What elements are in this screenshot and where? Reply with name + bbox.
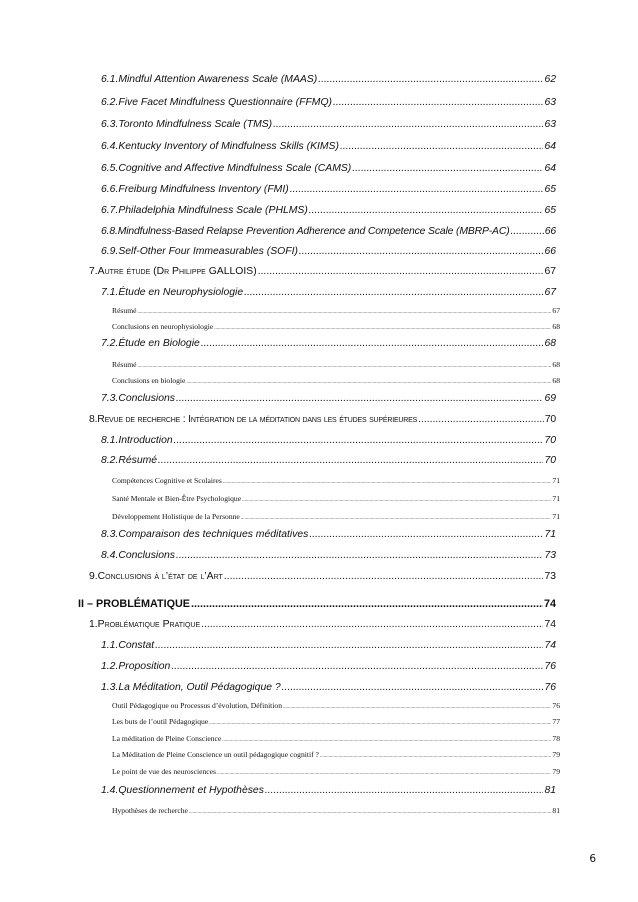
toc-number: 6.7. (101, 205, 119, 216)
toc-page: 77 (552, 717, 560, 726)
toc-number: 7. (89, 266, 98, 277)
toc-title: Résumé (112, 306, 137, 315)
dot-leader (265, 785, 544, 796)
toc-entry[interactable] (89, 266, 556, 277)
toc-page: 78 (552, 734, 560, 743)
toc-number: 6.2. (101, 97, 119, 108)
toc-number: 1.4. (101, 785, 119, 796)
toc-title: Constat (118, 640, 155, 651)
toc-page: 66 (544, 226, 556, 237)
dot-leader (309, 205, 544, 216)
dot-leader (511, 226, 544, 237)
toc-number: 6.5. (101, 163, 119, 174)
toc-title: Problématique Pratique (97, 619, 201, 630)
toc-page: 79 (552, 750, 560, 759)
toc-entry[interactable] (112, 360, 560, 369)
toc-title: Conclusions en biologie (112, 376, 186, 385)
toc-title: Étude en Biologie (118, 338, 200, 349)
toc-page: 63 (544, 97, 556, 108)
toc-title: II – PROBLÉMATIQUE (78, 598, 190, 610)
dot-leader (222, 734, 551, 743)
toc-page: 68 (552, 322, 560, 331)
toc-page: 63 (544, 119, 556, 130)
toc-title: Philadelphia Mindfulness Scale (PHLMS) (118, 205, 308, 216)
toc-number: 1.1. (101, 640, 119, 651)
dot-leader (155, 640, 543, 651)
dot-leader (299, 246, 544, 257)
toc-title: Proposition (118, 661, 171, 672)
dot-leader (283, 701, 551, 710)
dot-leader (137, 306, 551, 315)
toc-entry[interactable] (89, 619, 556, 630)
dot-leader (333, 97, 543, 108)
toc-page: 69 (544, 393, 556, 404)
toc-title: Conclusions (118, 550, 175, 561)
toc-title: Mindful Attention Awareness Scale (MAAS) (118, 74, 318, 85)
toc-entry[interactable] (101, 393, 556, 404)
toc-entry[interactable] (101, 119, 556, 130)
toc-page: 67 (544, 287, 556, 298)
dot-leader (137, 360, 551, 369)
toc-page: 64 (544, 163, 556, 174)
toc-title: Introduction (118, 435, 173, 446)
toc-number: 8.4. (101, 550, 119, 561)
toc-number: 8.1. (101, 435, 119, 446)
toc-title: La Méditation de Pleine Conscience un outil pédagogique cognitif ? (112, 750, 319, 759)
toc-page: 64 (544, 141, 556, 152)
toc-number: 6.4. (101, 141, 119, 152)
dot-leader (309, 529, 543, 540)
dot-leader (223, 476, 552, 485)
toc-page: 71 (552, 476, 560, 485)
dot-leader (242, 494, 551, 503)
toc-title: Les buts de l’outil Pédagogique (112, 717, 209, 726)
toc-entry[interactable] (89, 414, 556, 425)
toc-page: 79 (552, 767, 560, 776)
toc-page: 74 (543, 598, 556, 610)
toc-title: Self-Other Four Immeasurables (SOFI) (118, 246, 298, 257)
toc-page: 71 (552, 512, 560, 521)
toc-page: 68 (552, 376, 560, 385)
toc-page: 65 (544, 205, 556, 216)
toc-number: 6.9. (101, 246, 119, 257)
toc-entry[interactable] (101, 785, 556, 796)
dot-leader (320, 750, 552, 759)
toc-page: 73 (544, 550, 556, 561)
toc-entry[interactable] (112, 767, 560, 776)
toc-entry[interactable] (101, 184, 556, 195)
toc-number: 7.3. (101, 393, 119, 404)
toc-entry[interactable] (101, 529, 556, 540)
toc-number: 1. (89, 619, 98, 630)
toc-title: Comparaison des techniques méditatives (118, 529, 309, 540)
dot-leader (201, 619, 543, 630)
toc-title: Conclusions (118, 393, 175, 404)
toc-entry[interactable] (101, 550, 556, 561)
dot-leader (158, 455, 543, 466)
toc-number: 7.1. (101, 287, 119, 298)
dot-leader (258, 266, 544, 277)
toc-page: 66 (544, 246, 556, 257)
toc-entry[interactable] (101, 661, 556, 672)
toc-entry[interactable] (101, 97, 556, 108)
toc-number: 8.3. (101, 529, 119, 540)
toc-page: 70 (544, 455, 556, 466)
toc-title: Revue de recherche : Intégration de la méditation dans les études supérieures (97, 414, 418, 425)
toc-page: 81 (552, 806, 560, 815)
toc-page: 65 (544, 184, 556, 195)
toc-title: Toronto Mindfulness Scale (TMS) (118, 119, 273, 130)
toc-title: Conclusions à l’état de l’Art (97, 571, 223, 582)
toc-page: 67 (552, 306, 560, 315)
dot-leader (340, 141, 544, 152)
toc-entry[interactable] (101, 640, 556, 651)
toc-title: Five Facet Mindfulness Questionnaire (FFMQ) (118, 97, 332, 108)
toc-entry[interactable] (101, 455, 556, 466)
dot-leader (191, 598, 543, 610)
toc-entry[interactable] (112, 494, 560, 503)
toc-entry[interactable] (101, 163, 556, 174)
toc-entry[interactable] (78, 598, 556, 610)
toc-page: 71 (544, 529, 556, 540)
dot-leader (186, 376, 551, 385)
dot-leader (290, 184, 544, 195)
toc-page: 76 (552, 701, 560, 710)
toc-title: Résumé (118, 455, 158, 466)
toc-entry[interactable] (101, 287, 556, 298)
toc-number: 6.6. (101, 184, 119, 195)
toc-entry[interactable] (112, 806, 560, 815)
toc-number: 6.3. (101, 119, 119, 130)
toc-entry[interactable] (112, 750, 560, 759)
dot-leader (241, 512, 552, 521)
toc-page: 74 (544, 640, 556, 651)
toc-entry[interactable] (101, 141, 556, 152)
toc-title: Cognitive and Affective Mindfulness Scale (CAMS) (118, 163, 352, 174)
toc-entry[interactable] (112, 512, 560, 521)
toc-entry[interactable] (89, 571, 556, 582)
toc-entry[interactable] (112, 376, 560, 385)
dot-leader (418, 414, 544, 425)
toc-entry[interactable] (101, 205, 556, 216)
toc-number: 1.2. (101, 661, 119, 672)
toc-title: La Méditation, Outil Pédagogique ? (118, 682, 281, 693)
toc-title: Le point de vue des neurosciences (112, 767, 216, 776)
toc-entry[interactable] (101, 682, 556, 693)
toc-title: Autre étude (Dr Philippe GALLOIS) (97, 266, 257, 277)
dot-leader (282, 682, 544, 693)
toc-title: Compétences Cognitive et Scolaires (112, 476, 222, 485)
toc-number: 8. (89, 414, 98, 425)
toc-title: Outil Pédagogique ou Processus d’évolution, Définition (112, 701, 282, 710)
dot-leader (174, 435, 544, 446)
toc-number: 1.3. (101, 682, 119, 693)
toc-entry[interactable] (112, 717, 560, 726)
toc-page: 68 (552, 360, 560, 369)
toc-entry[interactable] (112, 322, 560, 331)
dot-leader (201, 338, 544, 349)
dot-leader (273, 119, 543, 130)
dot-leader (318, 74, 543, 85)
dot-leader (176, 550, 543, 561)
toc-number: 6.8. (101, 226, 118, 237)
toc-number: 6.1. (101, 74, 119, 85)
toc-entry[interactable] (112, 701, 560, 710)
toc-page: 70 (544, 435, 556, 446)
toc-page: 73 (544, 571, 556, 582)
toc-entry[interactable] (101, 338, 556, 349)
toc-title: La méditation de Pleine Conscience (112, 734, 222, 743)
toc-page: 81 (544, 785, 556, 796)
toc-entry[interactable] (112, 476, 560, 485)
toc-number: 7.2. (101, 338, 119, 349)
toc-number: 8.2. (101, 455, 119, 466)
toc-entry[interactable] (112, 734, 560, 743)
toc-title: Questionnement et Hypothèses (118, 785, 264, 796)
toc-page: 74 (544, 619, 556, 630)
dot-leader (171, 661, 543, 672)
toc-page: 62 (544, 74, 556, 85)
toc-title: Étude en Neurophysiologie (118, 287, 244, 298)
dot-leader (189, 806, 552, 815)
dot-leader (217, 767, 551, 776)
toc-page: 76 (544, 661, 556, 672)
toc-entry[interactable] (101, 435, 556, 446)
toc-page: 70 (544, 414, 556, 425)
toc-entry[interactable] (101, 226, 556, 237)
toc-title: Développement Holistique de la Personne (112, 512, 240, 521)
dot-leader (244, 287, 543, 298)
toc-page: 67 (544, 266, 556, 277)
toc-title: Freiburg Mindfulness Inventory (FMI) (118, 184, 289, 195)
dot-leader (209, 717, 551, 726)
dot-leader (214, 322, 551, 331)
dot-leader (224, 571, 544, 582)
toc-title: Santé Mentale et Bien-Être Psychologique (112, 494, 242, 503)
page-number: 6 (589, 853, 596, 865)
toc-title: Mindfulness-Based Relapse Prevention Adherence and Competence Scale (MBRP-AC) (117, 226, 510, 237)
toc-page: 68 (544, 338, 556, 349)
toc-title: Résumé (112, 360, 137, 369)
toc-title: Hypothèses de recherche (112, 806, 188, 815)
toc-number: 9. (89, 571, 98, 582)
toc-page: 71 (552, 494, 560, 503)
toc-page: 76 (544, 682, 556, 693)
toc-entry[interactable] (112, 306, 560, 315)
toc-entry[interactable] (101, 74, 556, 85)
toc-title: Conclusions en neurophysiologie (112, 322, 214, 331)
dot-leader (352, 163, 543, 174)
toc-title: Kentucky Inventory of Mindfulness Skills (KIMS) (118, 141, 339, 152)
toc-entry[interactable] (101, 246, 556, 257)
dot-leader (176, 393, 543, 404)
